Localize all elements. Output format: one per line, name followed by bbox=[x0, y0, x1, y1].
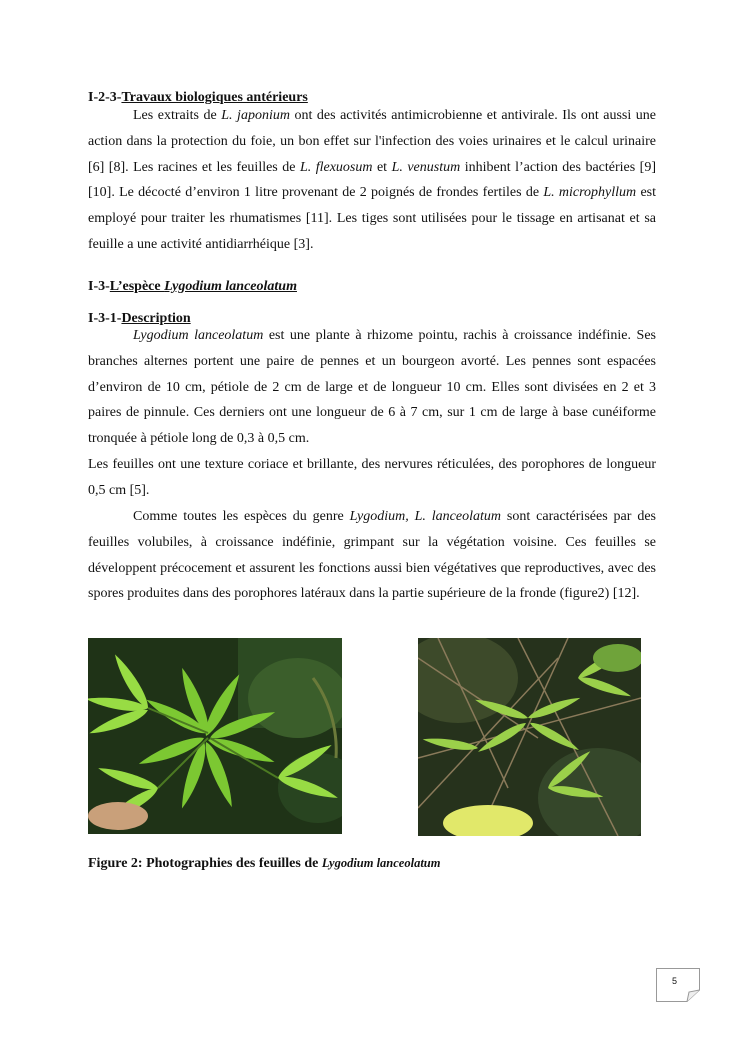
paragraph-description-3: Comme toutes les espèces du genre Lygodium, L. lanceolatum sont caractérisées par des feuilles volubiles, à croissance indéfinie, grimpant sur la végétation voisine. Ces feuilles se développent précocement et assurent les fonctions aussi bien végétatives que reproductives, avec des spores produites dans des porophores latéraux dans la partie supérieure de la fronde (figure2) [12]. bbox=[88, 509, 656, 602]
fern-photo-left bbox=[88, 638, 342, 834]
heading-number: I-2-3- bbox=[88, 90, 122, 105]
paragraph-description-2: Les feuilles ont une texture coriace et brillante, des nervures réticulées, des porophores de longueur 0,5 cm [5]. bbox=[88, 457, 656, 498]
heading-espece bbox=[88, 278, 297, 296]
heading-title: Travaux biologiques antérieurs bbox=[121, 90, 308, 105]
heading-number: I-3- bbox=[88, 279, 110, 294]
paragraph-description-1: Lygodium lanceolatum est une plante à rhizome pointu, rachis à croissance indéfinie. Ses branches alternes portent une paire de pennes et un bourgeon avorté. Les pennes sont espacées d’environ de 10 cm, pétiole de 2 cm de large et de longueur 10 cm. Elles sont divisées en 2 et 3 paires de pinnule. Ces derniers ont une longueur de 6 à 7 cm, sur 1 cm de large à base cunéiforme tronquée à pétiole long de 0,3 à 0,5 cm. bbox=[88, 328, 656, 447]
page-number-frame bbox=[656, 968, 700, 1002]
page-number: 5 bbox=[672, 976, 678, 986]
heading-title: Description bbox=[121, 311, 191, 326]
paragraph-travaux: Les extraits de L. japonium ont des activités antimicrobienne et antivirale. Ils ont aussi une action dans la protection du foie, un bon effet sur l'infection des voies urinaires et le calcul urinaire [6] [8]. Les racines et les feuilles de L. flexuosum et L. venustum inhibent l’action des bactéries [9] [10]. Le décocté d’environ 1 litre provenant de 2 poignés de frondes fertiles de L. microphyllum est employé pour traiter les rhumatismes [11]. Les tiges sont utilisées pour le tissage en artisanat et sa feuille a une activité antidiarrhéique [3]. bbox=[88, 108, 656, 252]
heading-title: L’espèce Lygodium lanceolatum bbox=[109, 279, 297, 294]
heading-number: I-3-1- bbox=[88, 311, 122, 326]
figure-caption: Figure 2: Photographies des feuilles de Lygodium lanceolatum bbox=[88, 856, 441, 871]
fern-photo-right bbox=[418, 638, 641, 836]
